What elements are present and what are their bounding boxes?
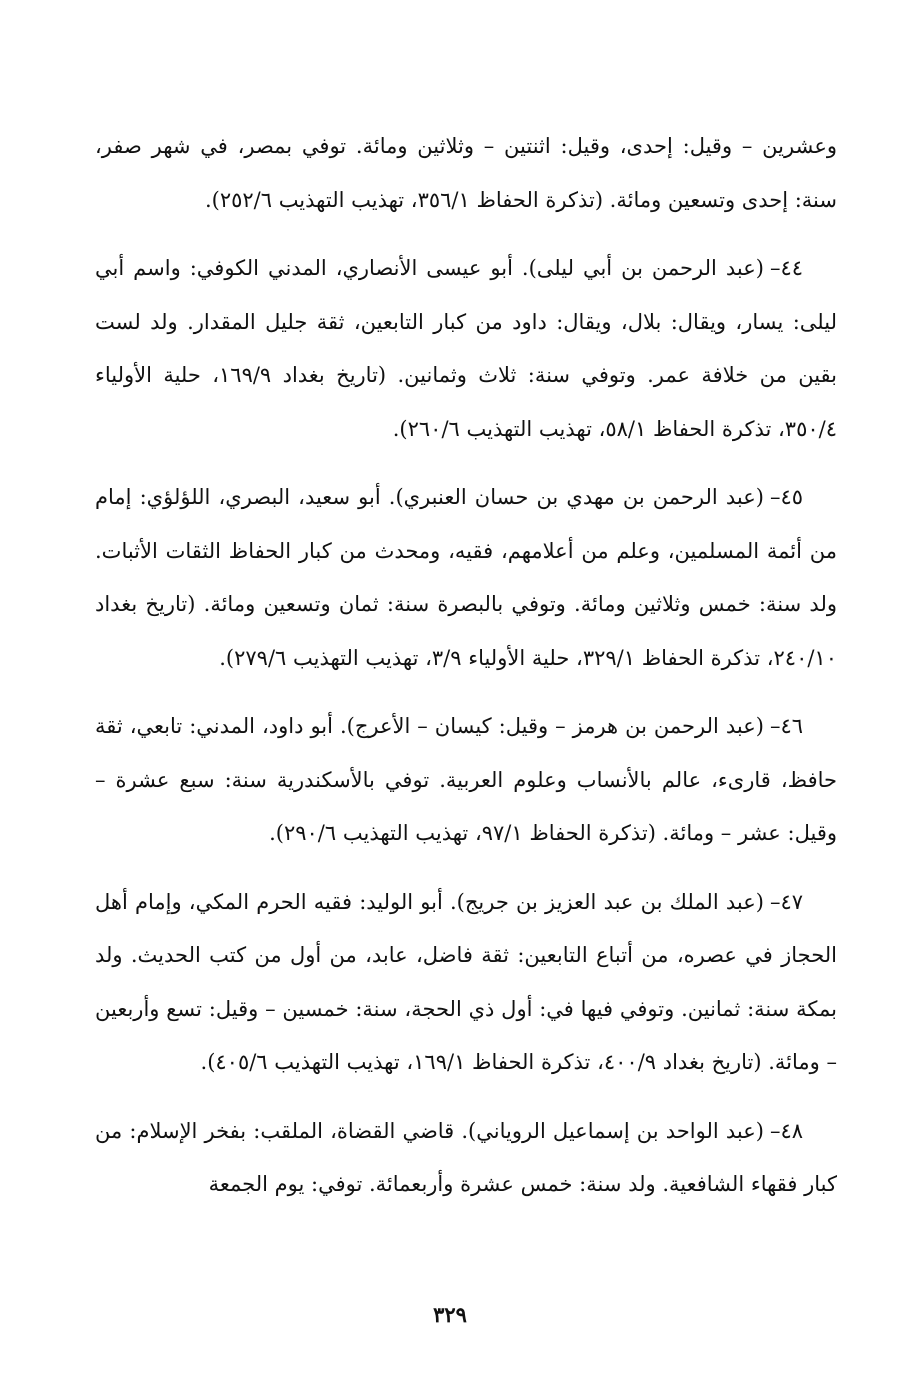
- entry-text: (عبد الملك بن عبد العزيز بن جريج). أبو الوليد: فقيه الحرم المكي، وإمام أهل الحجاز في عصره، من أتباع التابعين: ثقة فاضل، عابد، من أول من كتب الحديث. ولد بمكة سنة: ثمانين. وتوفي فيها في: أول ذي الحجة، سنة: خمسين – وقيل: تسع وأربعين – ومائة. (تاريخ بغداد ٤٠٠/٩، تذكرة الحفاظ ١٦٩/١، تهذيب التهذيب ٤٠٥/٦).: [95, 889, 837, 1074]
- entry-text: (عبد الرحمن بن مهدي بن حسان العنبري). أبو سعيد، البصري، اللؤلؤي: إمام من أئمة المسلمين، وعلم من أعلامهم، فقيه، ومحدث من كبار الحفاظ الثقات الأثبات. ولد سنة: خمس وثلاثين ومائة. وتوفي بالبصرة سنة: ثمان وتسعين ومائة. (تاريخ بغداد ٢٤٠/١٠، تذكرة الحفاظ ٣٢٩/١، حلية الأولياء ٣/٩، تهذيب التهذيب ٢٧٩/٦).: [95, 485, 837, 670]
- biography-entry-44: [95, 242, 837, 456]
- entry-number: ٤٨–: [769, 1118, 803, 1143]
- entry-number: ٤٦–: [769, 714, 803, 738]
- entry-text: (عبد الرحمن بن أبي ليلى). أبو عيسى الأنصاري، المدني الكوفي: واسم أبي ليلى: يسار، ويقال: بلال، ويقال: داود من كبار التابعين، ثقة جليل المقدار. ولد لست بقين من خلافة عمر. وتوفي سنة: ثلاث وثمانين. (تاريخ بغداد ١٦٩/٩، حلية الأولياء ٣٥٠/٤، تذكرة الحفاظ ٥٨/١، تهذيب التهذيب ٢٦٠/٦).: [95, 256, 837, 441]
- biography-entry-45: [95, 471, 837, 685]
- biography-entry-47: [95, 876, 837, 1090]
- biography-entry-48: [95, 1105, 837, 1212]
- entry-text: (عبد الواحد بن إسماعيل الروياني). قاضي القضاة، الملقب: بفخر الإسلام: من كبار فقهاء الشافعية. ولد سنة: خمس عشرة وأربعمائة. توفي: يوم الجمعة: [95, 1118, 837, 1196]
- page-body-text: [95, 120, 837, 1212]
- entry-number: ٤٧–: [769, 889, 803, 914]
- entry-number: ٤٥–: [769, 485, 803, 509]
- paragraph-text: وعشرين – وقيل: إحدى، وقيل: اثنتين – وثلاثين ومائة. توفي بمصر، في شهر صفر، سنة: إحدى وتسعين ومائة. (تذكرة الحفاظ ٣٥٦/١، تهذيب التهذيب ٢٥٢/٦).: [95, 134, 837, 212]
- page-number: ٣٢٩: [433, 1302, 467, 1327]
- entry-text: (عبد الرحمن بن هرمز – وقيل: كيسان – الأعرج). أبو داود، المدني: تابعي، ثقة حافظ، قارىء، عالم بالأنساب وعلوم العربية. توفي بالأسكندرية سنة: سبع عشرة – وقيل: عشر – ومائة. (تذكرة الحفاظ ٩٧/١، تهذيب التهذيب ٢٩٠/٦).: [95, 714, 837, 845]
- biography-entry-46: [95, 700, 837, 861]
- paragraph-continuation: [95, 120, 837, 227]
- entry-number: ٤٤–: [769, 256, 803, 280]
